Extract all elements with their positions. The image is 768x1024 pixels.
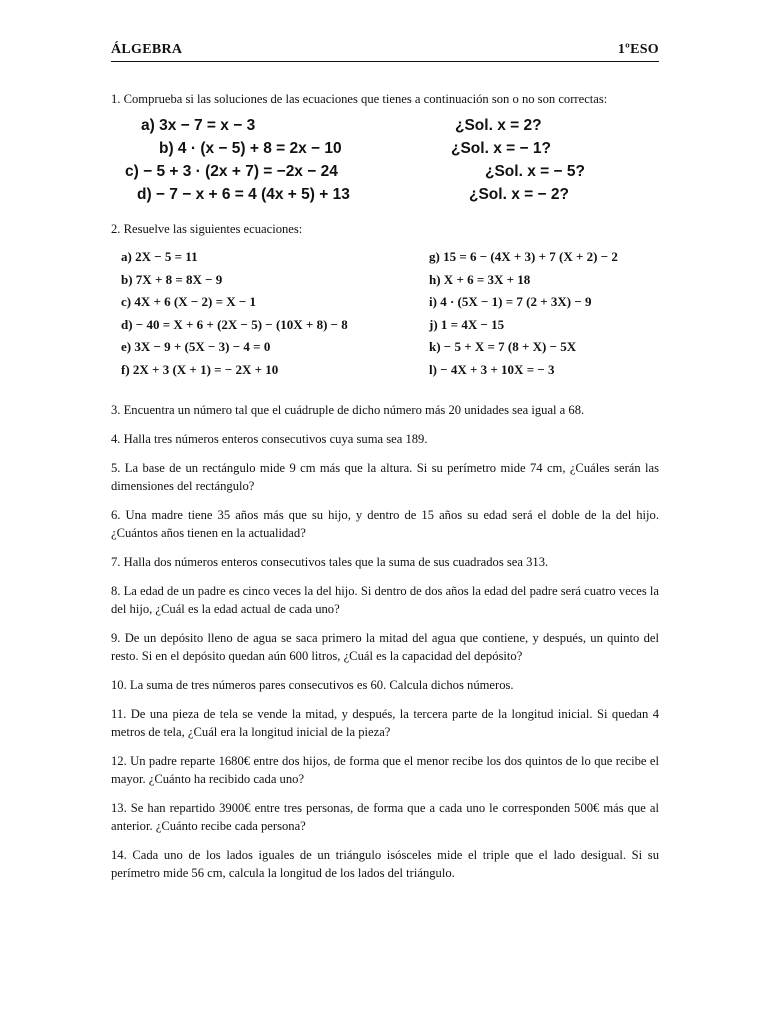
worksheet-page: [111, 40, 659, 882]
problem-13: 13. Se han repartido 3900€ entre tres personas, de forma que a cada uno le corresponden 500€ más que al anterior. ¿Cuánto recibe cada persona?: [111, 800, 659, 833]
problem-7: 7. Halla dos números enteros consecutivos tales que la suma de sus cuadrados sea 313.: [111, 554, 549, 569]
exercise-2-equations: [111, 246, 659, 382]
problem-4: 4. Halla tres números enteros consecutivos cuya suma sea 189.: [111, 431, 428, 446]
equation-2l: l) − 4X + 3 + 10X = − 3: [429, 361, 555, 377]
equation-2k: k) − 5 + X = 7 (8 + X) − 5X: [429, 339, 577, 355]
problem-6: 6. Una madre tiene 35 años más que su hijo, y dentro de 15 años su edad será el doble de la del hijo. ¿Cuántos años tienen en la actualidad?: [111, 507, 659, 540]
solution-b: ¿Sol. x = − 1?: [451, 140, 551, 157]
equation-2f: f) 2X + 3 (X + 1) = − 2X + 10: [121, 361, 279, 377]
equation-2b: b) 7X + 8 = 8X − 9: [121, 271, 223, 287]
solution-a: ¿Sol. x = 2?: [455, 117, 542, 134]
equation-2h: h) X + 6 = 3X + 18: [429, 271, 531, 287]
equation-2c: c) 4X + 6 (X − 2) = X − 1: [121, 294, 257, 310]
problem-8: 8. La edad de un padre es cinco veces la del hijo. Si dentro de dos años la edad del padre será cuatro veces la del hijo, ¿Cuál es la edad actual de cada uno?: [111, 583, 659, 616]
exercise-2-statement: 2. Resuelve las siguientes ecuaciones:: [111, 222, 303, 236]
problem-3: 3. Encuentra un número tal que el cuádruple de dicho número más 20 unidades sea igual a 68.: [111, 402, 585, 417]
equation-2i: i) 4 · (5X − 1) = 7 (2 + 3X) − 9: [429, 294, 592, 310]
equation-2d: d) − 40 = X + 6 + (2X − 5) − (10X + 8) − 8: [121, 316, 348, 332]
equation-2j: j) 1 = 4X − 15: [429, 316, 505, 332]
problem-11: 11. De una pieza de tela se vende la mitad, y después, la tercera parte de la longitud inicial. Si quedan 4 metros de tela, ¿Cuál era la longitud inicial de la pieza?: [111, 706, 659, 739]
solution-c: ¿Sol. x = − 5?: [485, 163, 585, 180]
problem-12: 12. Un padre reparte 1680€ entre dos hijos, de forma que el menor recibe los dos quintos de lo que recibe el mayor. ¿Cuánto ha recibido cada uno?: [111, 753, 659, 786]
solution-d: ¿Sol. x = − 2?: [469, 186, 569, 203]
equation-a: a) 3x − 7 = x − 3: [141, 117, 256, 134]
exercise-1-statement: 1. Comprueba si las soluciones de las ecuaciones que tienes a continuación son o no son correctas:: [111, 92, 608, 106]
problem-14: 14. Cada uno de los lados iguales de un triángulo isósceles mide el triple que el lado desigual. Si su perímetro mide 56 cm, calcula la longitud de los lados del triángulo.: [111, 847, 659, 880]
problem-5: 5. La base de un rectángulo mide 9 cm más que la altura. Si su perímetro mide 74 cm, ¿Cuáles serán las dimensiones del rectángulo?: [111, 460, 659, 493]
equation-d: d) − 7 − x + 6 = 4 (4x + 5) + 13: [137, 186, 350, 203]
subject-title: ÁLGEBRA: [111, 42, 183, 57]
problem-9: 9. De un depósito lleno de agua se saca primero la mitad del agua que contiene, y después, un quinto del resto. Si en el depósito quedan aún 600 litros, ¿Cuál es la capacidad del depósito?: [111, 630, 659, 663]
page-header: [111, 40, 659, 62]
equation-c: c) − 5 + 3 · (2x + 7) = −2x − 24: [125, 163, 338, 180]
equation-b: b) 4 · (x − 5) + 8 = 2x − 10: [159, 140, 342, 157]
exercise-1-equations: [111, 114, 659, 206]
equation-2e: e) 3X − 9 + (5X − 3) − 4 = 0: [121, 339, 271, 355]
equation-2a: a) 2X − 5 = 11: [121, 249, 198, 264]
course-label: 1ºESO: [617, 42, 659, 57]
equation-2g: g) 15 = 6 − (4X + 3) + 7 (X + 2) − 2: [429, 249, 618, 264]
problem-10: 10. La suma de tres números pares consecutivos es 60. Calcula dichos números.: [111, 677, 514, 692]
